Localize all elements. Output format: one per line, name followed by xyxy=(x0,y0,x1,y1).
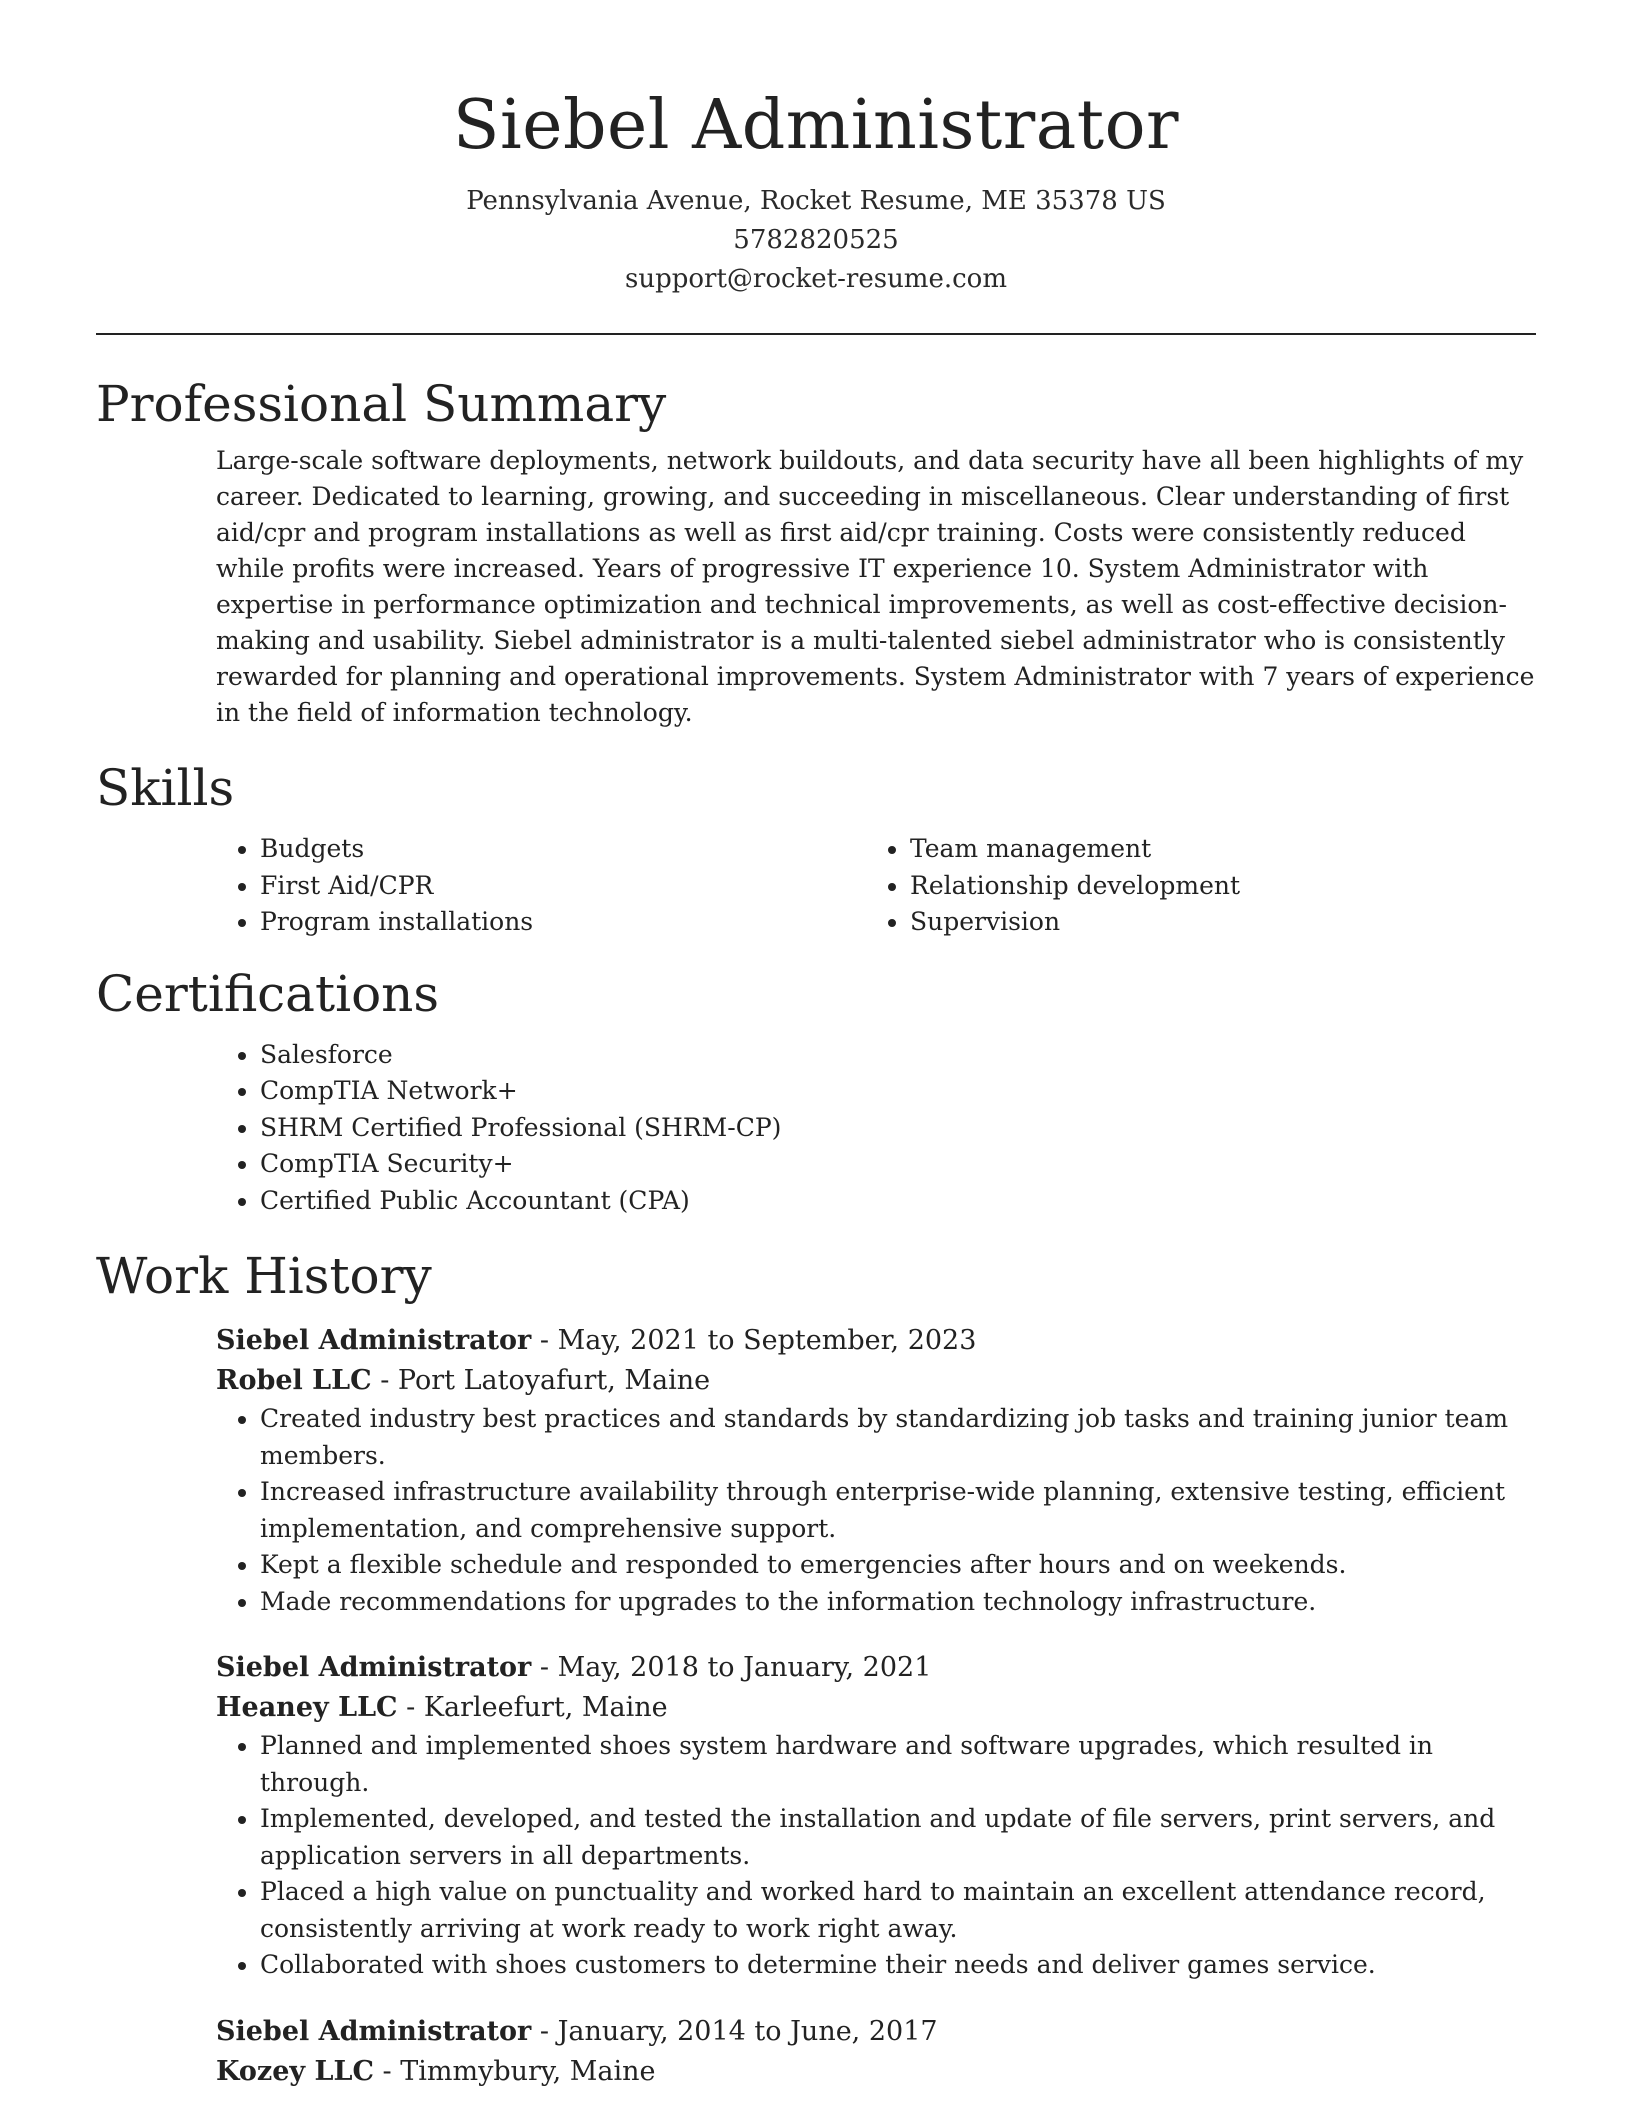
certification-item: • Certified Public Accountant (CPA) xyxy=(260,1183,1536,1220)
work-history-section xyxy=(0,1321,1632,2092)
job-title-line xyxy=(216,1321,1536,1361)
job-company-line xyxy=(216,2052,1536,2092)
job-company: Robel LLC xyxy=(216,1365,372,1396)
skill-item: • Budgets xyxy=(260,831,866,868)
job-dates: - May, 2018 to January, 2021 xyxy=(531,1652,932,1683)
certification-item: • CompTIA Network+ xyxy=(260,1073,1536,1110)
skills-section xyxy=(0,831,1632,941)
job-role: Siebel Administrator xyxy=(216,2015,532,2047)
job-duty: • Made recommendations for upgrades to the information technology infrastructure. xyxy=(260,1584,1536,1621)
job-location: - Timmybury, Maine xyxy=(373,2055,656,2087)
resume-header xyxy=(0,0,1632,299)
job-entry xyxy=(216,2012,1536,2092)
skill-item: • Team management xyxy=(910,831,1516,868)
skills-list-left xyxy=(216,831,866,941)
job-location: - Karleefurt, Maine xyxy=(397,1692,668,1723)
certification-item: • CompTIA Security+ xyxy=(260,1146,1536,1183)
job-duty: • Kept a flexible schedule and responded to emergencies after hours and on weekends. xyxy=(260,1547,1536,1584)
work-history-heading: Work History xyxy=(96,1247,432,1305)
resume-name: Siebel Administrator xyxy=(452,86,1180,165)
skills-column-right xyxy=(866,831,1516,941)
skill-item: • Supervision xyxy=(910,904,1516,941)
certification-item: • Salesforce xyxy=(260,1037,1536,1074)
job-duty: • Implemented, developed, and tested the installation and update of file servers, print servers, and application servers in all departments. xyxy=(260,1801,1536,1874)
contact-address: Pennsylvania Avenue, Rocket Resume, ME 35378 US xyxy=(466,186,1166,216)
skills-list-right xyxy=(866,831,1516,941)
job-title-line xyxy=(216,2012,1536,2052)
job-company-line xyxy=(216,1688,1536,1728)
job-title-line xyxy=(216,1648,1536,1688)
job-dates: - January, 2014 to June, 2017 xyxy=(531,2015,938,2047)
skill-item: • First Aid/CPR xyxy=(260,868,866,905)
contact-block xyxy=(0,182,1632,299)
job-duty: • Planned and implemented shoes system hardware and software upgrades, which resulted in through. xyxy=(260,1728,1536,1801)
job-dates: - May, 2021 to September, 2023 xyxy=(531,1325,977,1356)
skills-column-left xyxy=(216,831,866,941)
summary-heading: Professional Summary xyxy=(96,375,667,433)
job-role: Siebel Administrator xyxy=(216,1325,532,1356)
job-duties-list xyxy=(216,1401,1536,1620)
job-duties-list xyxy=(216,1728,1536,1984)
job-entry xyxy=(216,1648,1536,1984)
job-duty: • Collaborated with shoes customers to determine their needs and deliver games service. xyxy=(260,1947,1536,1984)
skills-heading: Skills xyxy=(96,759,235,817)
job-entry xyxy=(216,1321,1536,1620)
job-role: Siebel Administrator xyxy=(216,1652,532,1683)
header-divider xyxy=(96,333,1536,335)
contact-phone: 5782820525 xyxy=(733,225,899,255)
summary-text: Large-scale software deployments, network buildouts, and data security have all been highlights of my career. Dedicated to learning, growing, and succeeding in miscellaneous. Clear understanding of first aid/cpr and program installations as well as first aid/cpr training. Costs were consistently reduced while profits were increased. Years of progressive IT experience 10. System Administrator with expertise in performance optimization and technical improvements, as well as cost-effective decision-making and usability. Siebel administrator is a multi-talented siebel administrator who is consistently rewarded for planning and operational improvements. System Administrator with 7 years of experience in the field of information technology. xyxy=(216,446,1535,727)
job-duty: • Created industry best practices and standards by standardizing job tasks and training junior team members. xyxy=(260,1401,1536,1474)
certification-item: • SHRM Certified Professional (SHRM-CP) xyxy=(260,1110,1536,1147)
skill-item: • Program installations xyxy=(260,904,866,941)
skill-item: • Relationship development xyxy=(910,868,1516,905)
job-duty: • Placed a high value on punctuality and worked hard to maintain an excellent attendance record, consistently arriving at work ready to work right away. xyxy=(260,1874,1536,1947)
job-location: - Port Latoyafurt, Maine xyxy=(371,1365,711,1396)
certifications-section xyxy=(0,1037,1632,1220)
job-duty: • Increased infrastructure availability through enterprise-wide planning, extensive testing, efficient implementation, and comprehensive support. xyxy=(260,1474,1536,1547)
job-company-line xyxy=(216,1361,1536,1401)
job-company: Kozey LLC xyxy=(216,2055,374,2087)
certifications-list xyxy=(216,1037,1536,1220)
summary-section xyxy=(0,443,1632,731)
certifications-heading: Certifications xyxy=(96,964,440,1023)
contact-email: support@rocket-resume.com xyxy=(624,264,1007,294)
job-company: Heaney LLC xyxy=(216,1692,398,1723)
